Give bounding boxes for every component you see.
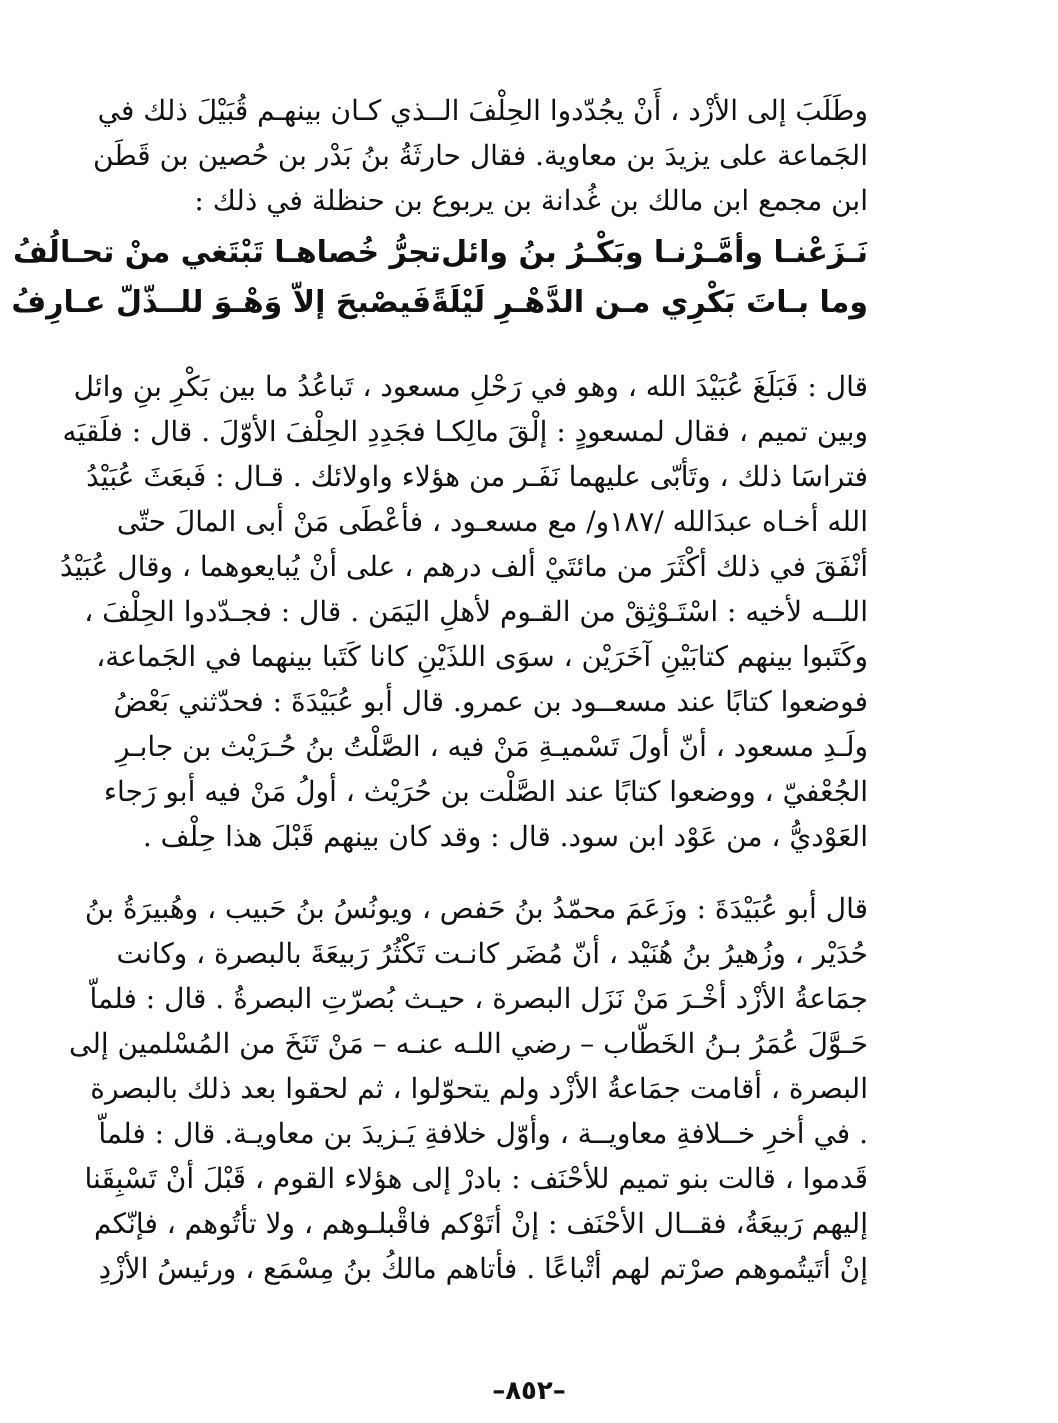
text-line: فتراسَا ذلك ، وتَأبّى عليهما نَفَـر من هؤلاء واولائك . قـال : فَبعَثَ عُبَيْدُ bbox=[86, 460, 868, 493]
verse-second-hemistich: تجرُّ خُصاهـا تَبْتَغي منْ تحـالُفُ bbox=[12, 235, 442, 270]
text-line: البصرة ، أقامت جمَاعةُ الأزْد ولم يتحوّلوا ، ثم لحقوا بعد ذلك بالبصرة bbox=[90, 1072, 868, 1105]
text-line: اللــه لأخيه : اسْتَـوْثِقْ من القـوم لأهلِ اليَمَن . قال : فجـدّدوا الحِلْفَ ، bbox=[84, 595, 868, 628]
text-line: إنْ أتَيتُموهم صرْتم لهم أتْباعًا . فأتاهم مالكُ بنُ مِسْمَع ، ورئيسُ الأزْدِ bbox=[98, 1252, 868, 1285]
text-line: الجُعْفيّ ، ووضعوا كتابًا عند الصَّلْت بن حُرَيْث ، أولُ مَنْ فيه أبو رَجاء bbox=[103, 775, 868, 808]
poem-verse bbox=[12, 228, 868, 278]
verse-second-hemistich: فَيصْبحَ إلاّ وَهْـوَ للــذّلّ عـارِفُ bbox=[11, 285, 432, 320]
paragraph-2 bbox=[60, 364, 868, 859]
poem-verse bbox=[11, 278, 868, 328]
text-line: ولَـدِ مسعود ، أنّ أولَ تَسْميـةِ مَنْ فيه ، الصَّلْتُ بنُ حُـرَيْث بن جابـرِ bbox=[115, 730, 868, 763]
page-number: –٨٥٢– bbox=[492, 1376, 566, 1406]
text-line: إليهم رَبيعَةُ، فقــال الأحْنَف : إنْ أتَوْكم فاقْبلـوهم ، ولا تأتُوهم ، فإنّكم bbox=[94, 1207, 868, 1240]
poem bbox=[11, 228, 868, 328]
text-line: ابن مجمع ابن مالك بن غُدانة بن يربوع بن حنظلة في ذلك : bbox=[194, 184, 868, 217]
text-line: قال أبو عُبَيْدَةَ : وزَعَمَ محمّدُ بنُ حَفص ، ويونُسُ بنُ حَبيب ، وهُبيرَةُ بنُ bbox=[84, 892, 868, 925]
text-line: حُدَيْر ، وزُهيرُ بنُ هُنَيْد ، أنّ مُضَر كانـت تَكْثُرُ رَبيعَةَ بالبصرة ، وكانت bbox=[116, 937, 868, 970]
text-line: العَوْديُّ ، من عَوْد ابن سود. قال : وقد كان بينهم قَبْلَ هذا حِلْف . bbox=[142, 820, 868, 853]
text-line: الله أخـاه عبدَالله /١٨٧و/ مع مسعـود ، فأعْطَى مَنْ أبى المالَ حتّى bbox=[116, 505, 868, 538]
text-line: وكَتَبوا بينهم كتابَيْنِ آخَرَيْن ، سوَى اللذَيْنِ كانا كَتَبا بينهما في الجَماعة، bbox=[96, 640, 868, 673]
verse-first-hemistich: نَـزَعْنـا وأمَّـرْنـا وبَكْـرُ بنُ وائل bbox=[441, 235, 868, 270]
text-line: . في أخرِ خــلافةِ معاويــة ، وأوّل خلافةِ يَـزيدَ بن معاويـة. قال : فلماّ bbox=[98, 1117, 868, 1150]
text-line: الجَماعة على يزيدَ بن معاوية. فقال حارثَةُ بنُ بَدْر بن حُصين بن قَطَن bbox=[93, 139, 868, 172]
text-line: فوضعوا كتابًا عند مسعــود بن عمرو. قال أبو عُبَيْدَةَ : فحدّثني بَعْضُ bbox=[113, 685, 868, 718]
text-line: قال : فَبَلَغَ عُبَيْدَ الله ، وهو في رَحْلِ مسعود ، تَباعُدُ ما بين بَكْرِ بنِ وائل bbox=[73, 370, 868, 403]
text-line: أنْفَقَ في ذلك أكْثَرَ من مائتَيْ ألف درهم ، على أنْ يُبايعوهما ، وقال عُبَيْدُ bbox=[60, 550, 868, 583]
text-line: وبين تميم ، فقال لمسعودٍ : إلْقَ مالِكـا فجَدِدِ الحِلْفَ الأوّلَ . قال : فلَقيَه bbox=[62, 415, 868, 448]
text-line: حَـوَّلَ عُمَرُ بـنُ الخَطّاب – رضي اللـه عنـه – مَنْ تَنَخَ من المُسْلمين إلى bbox=[68, 1027, 868, 1060]
verse-first-hemistich: وما بـاتَ بَكْرِي مـن الدَّهْـرِ لَيْلَةً bbox=[431, 285, 868, 320]
text-line: وطَلَبَ إلى الأزْد ، أَنْ يجُدّدوا الحِلْفَ الــذي كـان بينهـم قُبَيْلَ ذلك في bbox=[97, 94, 868, 127]
text-line: جمَاعةُ الأزْد أخْـرَ مَنْ نَزَل البصرة ، حيـث بُصرّتِ البصرةُ . قال : فلماّ bbox=[89, 982, 868, 1015]
text-line: قَدموا ، قالت بنو تميم للأحْنَف : بادرْ إلى هؤلاء القوم ، قَبْلَ أنْ تَسْبِقَنا bbox=[84, 1162, 868, 1195]
paragraph-3 bbox=[68, 886, 868, 1291]
paragraph-1 bbox=[93, 88, 868, 223]
